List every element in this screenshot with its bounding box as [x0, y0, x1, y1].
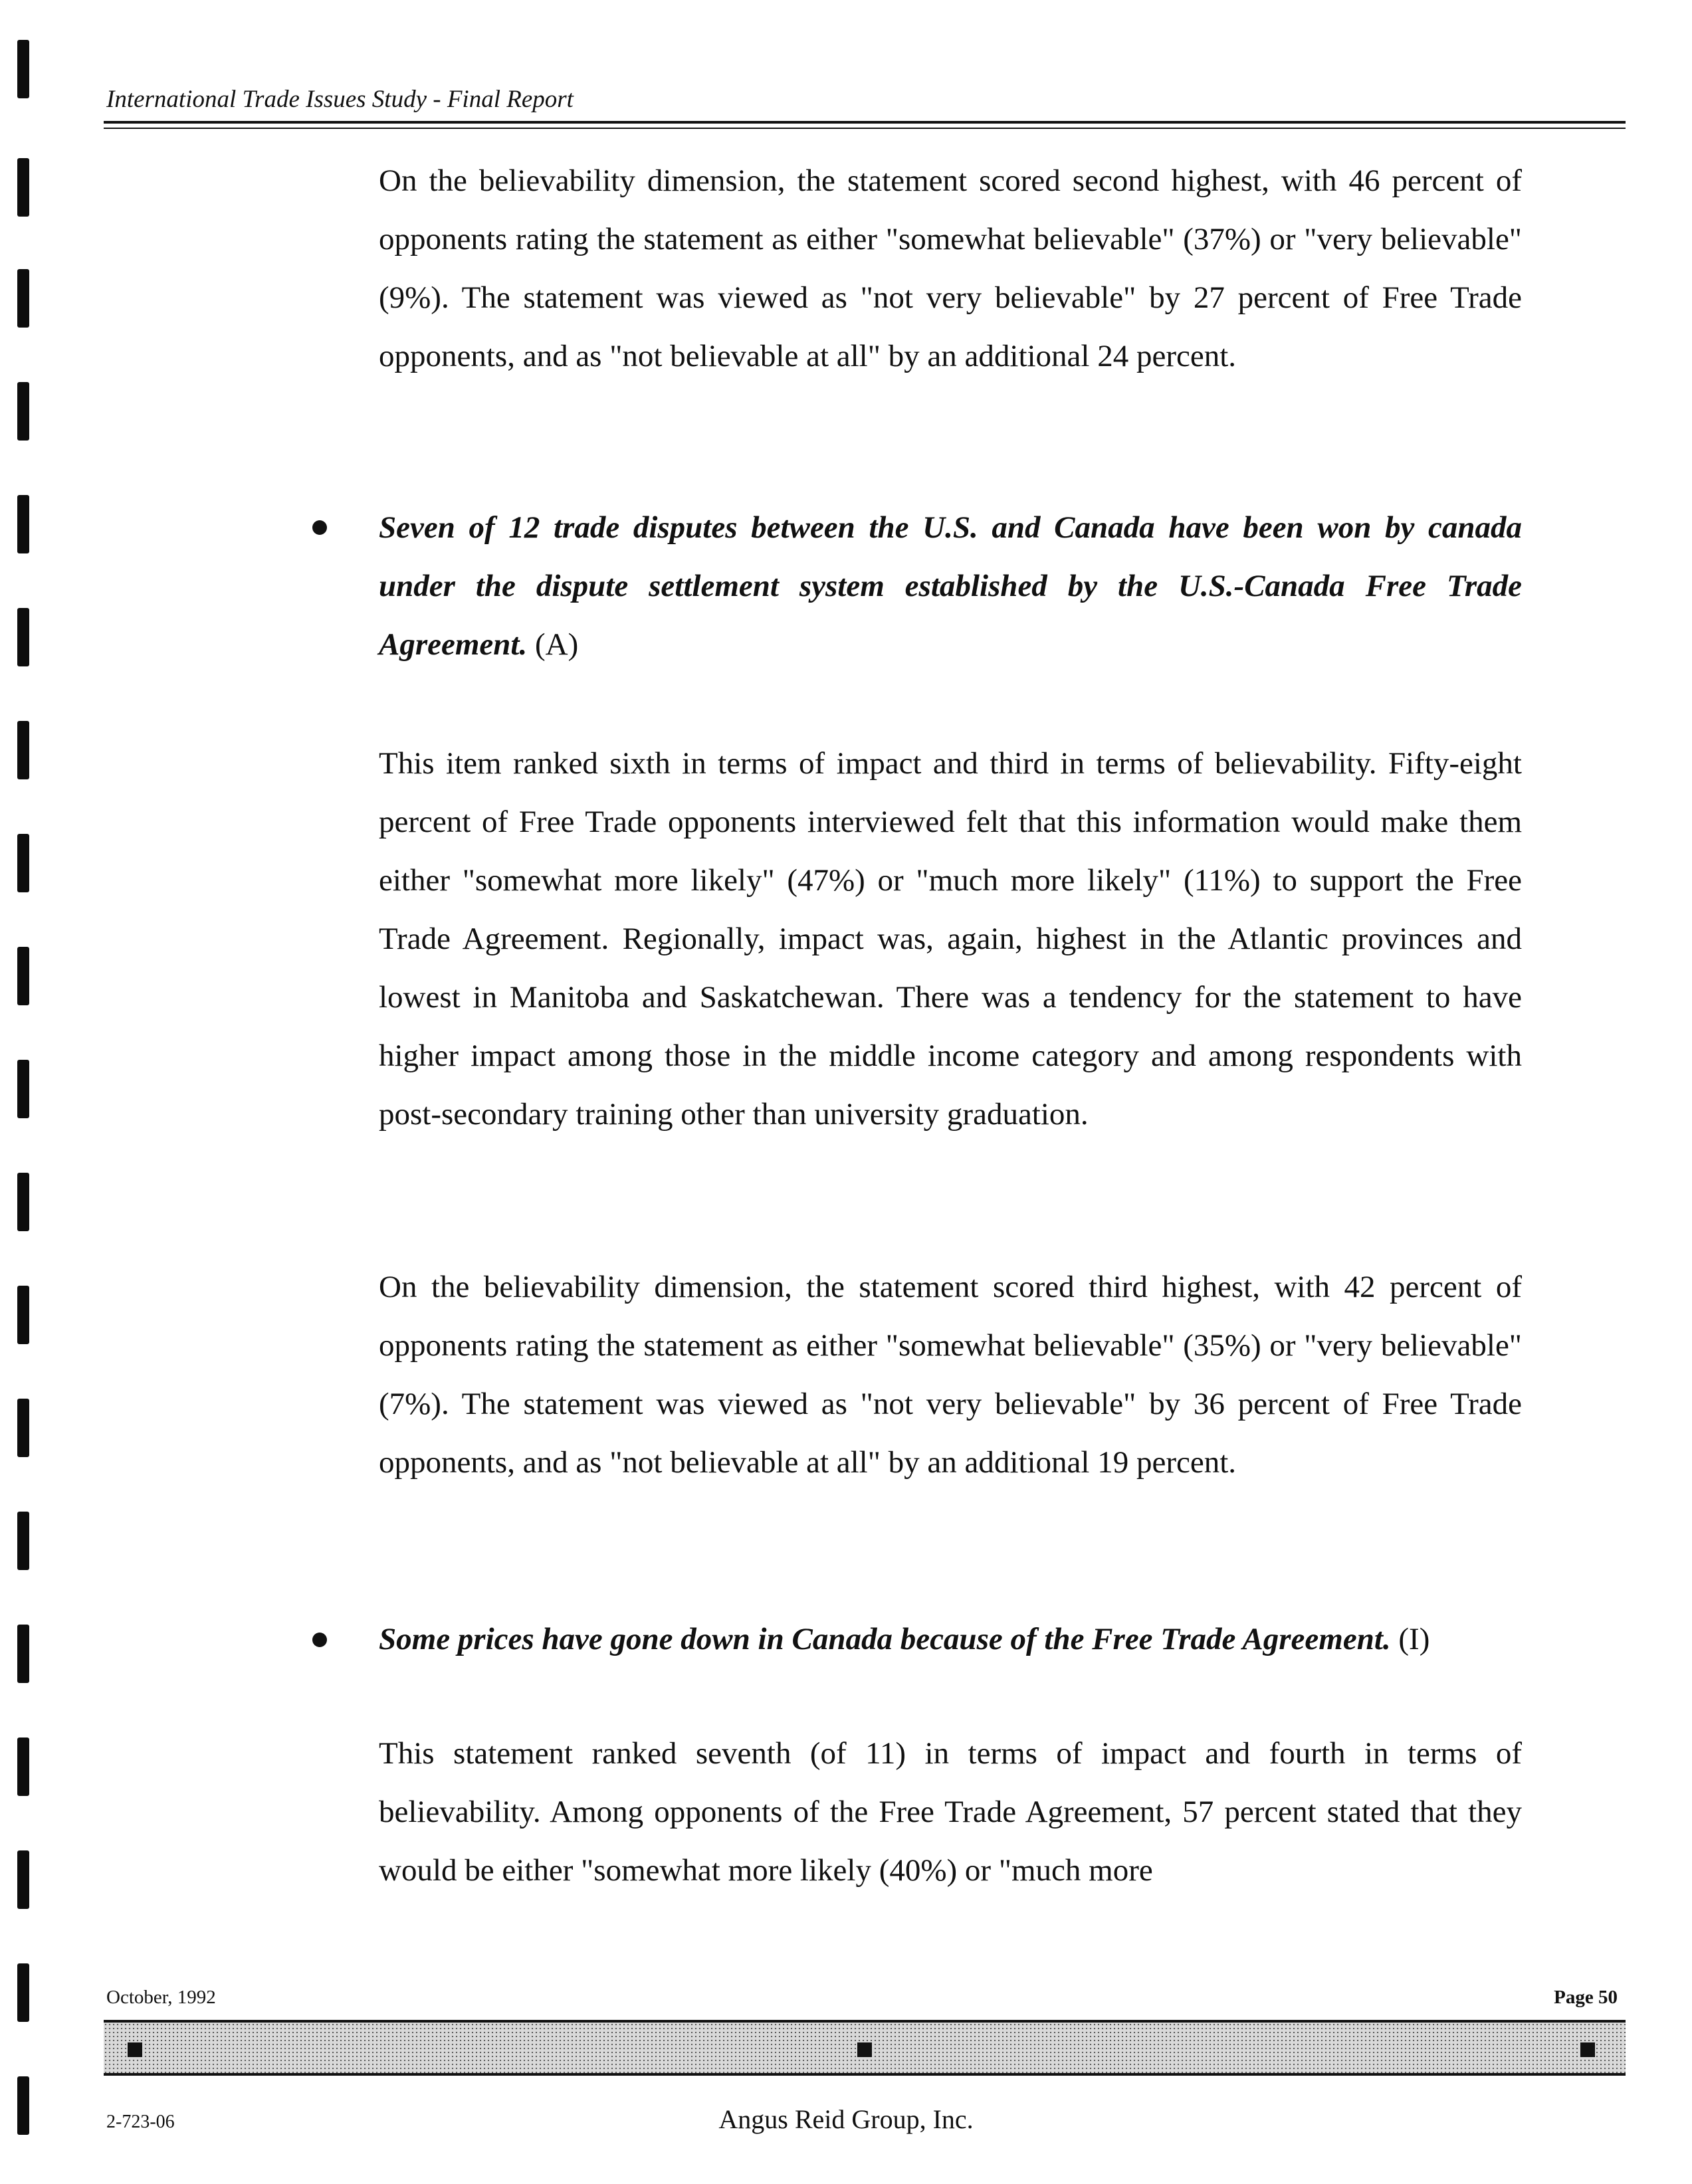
paragraph-impact-2: This statement ranked seventh (of 11) in terms of impact and fourth in terms of believability. Among opponents of the Free Trade Agreement, 57 percent stated that they would be either "somewhat more likely (40%) or "much more [379, 1736, 1522, 1888]
report-title: International Trade Issues Study - Final Report [106, 86, 574, 113]
binding-mark [17, 1286, 29, 1344]
binding-mark [17, 158, 29, 217]
binding-mark [17, 1512, 29, 1570]
binding-mark [17, 1963, 29, 2022]
bullet-statement-2 [379, 1610, 1522, 1668]
document-code: 2-723-06 [106, 2112, 175, 2132]
binding-mark [17, 947, 29, 1005]
binding-mark [17, 1850, 29, 1909]
binding-mark [17, 495, 29, 553]
binding-mark [17, 1625, 29, 1683]
header-rule-thin [104, 128, 1626, 129]
binding-mark [17, 382, 29, 441]
binding-mark [17, 269, 29, 328]
binding-mark [17, 1060, 29, 1118]
footer-band [104, 2020, 1626, 2076]
binding-marks [17, 0, 37, 2184]
statement-text: Seven of 12 trade disputes between the U.S. and Canada have been won by canada under the dispute settlement system established by the U.S.-Canada Free Trade Agreement. [379, 510, 1522, 662]
footer-date: October, 1992 [106, 1987, 216, 2008]
company-name: Angus Reid Group, Inc. [718, 2104, 974, 2134]
paragraph-believability-2: On the believability dimension, the statement scored third highest, with 42 percent of opponents rating the statement as either "somewhat believable" (35%) or "very believable" (7%). The statement was viewed as "not very believable" by 36 percent of Free Trade opponents, and as "not believable at all" by an additional 19 percent. [379, 1270, 1522, 1480]
binding-mark [17, 40, 29, 98]
band-square-right [1580, 2042, 1595, 2057]
binding-mark [17, 721, 29, 779]
statement-text: Some prices have gone down in Canada because of the Free Trade Agreement. [379, 1622, 1391, 1656]
statement-code: (I) [1398, 1622, 1430, 1656]
bullet-statement-1 [379, 498, 1522, 674]
binding-mark [17, 1173, 29, 1231]
page-number: Page 50 [1554, 1987, 1618, 2008]
binding-mark [17, 608, 29, 666]
binding-mark [17, 1399, 29, 1457]
binding-mark [17, 1737, 29, 1796]
band-square-left [128, 2042, 142, 2057]
paragraph-impact-1: This item ranked sixth in terms of impact and third in terms of believability. Fifty-eight percent of Free Trade opponents interviewed felt that this information would make them either "somewhat more likely" (47%) or "much more likely" (11%) to support the Free Trade Agreement. Regionally, impact was, again, highest in the Atlantic provinces and lowest in Manitoba and Saskatchewan. There was a tendency for the statement to have higher impact among those in the middle income category and among respondents with post-secondary training other than university graduation. [379, 746, 1522, 1132]
band-square-center [857, 2042, 872, 2057]
header-rule [104, 121, 1626, 124]
bullet-icon [312, 1633, 327, 1647]
binding-mark [17, 834, 29, 892]
paragraph-believability-1: On the believability dimension, the statement scored second highest, with 46 percent of opponents rating the statement as either "somewhat believable" (37%) or "very believable" (9%). The statement was viewed as "not very believable" by 27 percent of Free Trade opponents, and as "not believable at all" by an additional 24 percent. [379, 163, 1522, 373]
bullet-icon [312, 520, 327, 535]
statement-code: (A) [534, 627, 579, 662]
